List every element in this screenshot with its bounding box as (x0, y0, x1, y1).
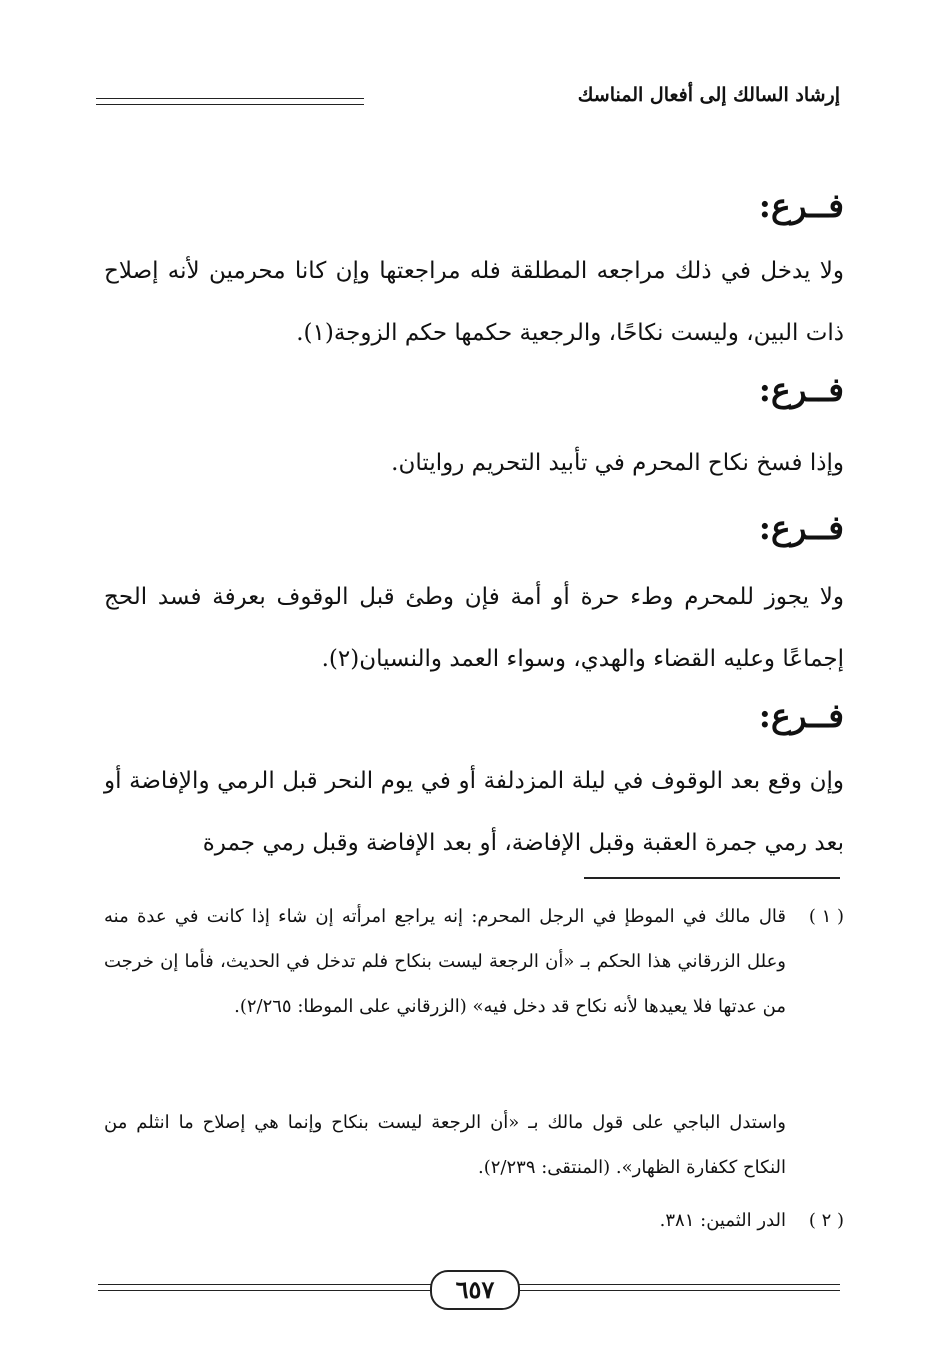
running-header-title: إرشاد السالك إلى أفعال المناسك (577, 84, 840, 106)
section-paragraph-3: ولا يجوز للمحرم وطء حرة أو أمة فإن وطئ قبل الوقوف بعرفة فسد الحج إجماعًا وعليه القضاء والهدي، وسواء العمد والنسيان(٢). (104, 584, 844, 672)
footnote-2-number: ( ٢ ) (808, 1210, 844, 1231)
section-paragraph-1: ولا يدخل في ذلك مراجعه المطلقة فله مراجعتها وإن كانا محرمين لأنه إصلاح ذات البين، وليست نكاحًا، والرجعية حكمها حكم الزوجة(١). (104, 258, 844, 346)
section-heading-3: فــرع: (758, 508, 844, 547)
section-heading-4: فــرع: (758, 696, 844, 735)
footnote-1-number: ( ١ ) (808, 906, 844, 927)
section-heading-2: فــرع: (758, 370, 844, 409)
section-paragraph-2: وإذا فسخ نكاح المحرم في تأبيد التحريم روايتان. (391, 450, 844, 476)
footer-rule-left (98, 1284, 434, 1291)
footer-rule-right (514, 1284, 840, 1291)
footnote-2-text: الدر الثمين: ٣٨١. (659, 1210, 786, 1231)
footnote-2 (104, 1198, 844, 1243)
section-paragraph-4: وإن وقع بعد الوقوف في ليلة المزدلفة أو في يوم النحر قبل الرمي والإفاضة أو بعد رمي جمرة العقبة وقبل الإفاضة، أو بعد الإفاضة وقبل رمي جمرة (104, 768, 844, 856)
footnote-1b-text: واستدل الباجي على قول مالك بـ «أن الرجعة ليست بنكاح وإنما هي إصلاح ما انثلم من النكاح ككفارة الظهار». (المنتقى: ٢/٢٣٩). (104, 1112, 786, 1178)
footnote-1-text: قال مالك في الموطإ في الرجل المحرم: إنه يراجع امرأته إن شاء إذا كانت في عدة منه وعلل الزرقاني هذا الحكم بـ «أن الرجعة ليست بنكاح فلم تدخل في الحديث، فأما إن خرجت من عدتها فلا يعيدها لأنه نكاح قد دخل فيه» (الزرقاني على الموطا: ٢/٢٦٥). (104, 906, 786, 1017)
section-heading-1: فــرع: (758, 186, 844, 225)
footnote-1-continuation (104, 1100, 844, 1190)
header-double-rule (96, 98, 364, 105)
page-number: ٦٥٧ (430, 1270, 520, 1310)
footnote-1 (104, 894, 844, 1029)
footnote-separator (584, 877, 840, 879)
